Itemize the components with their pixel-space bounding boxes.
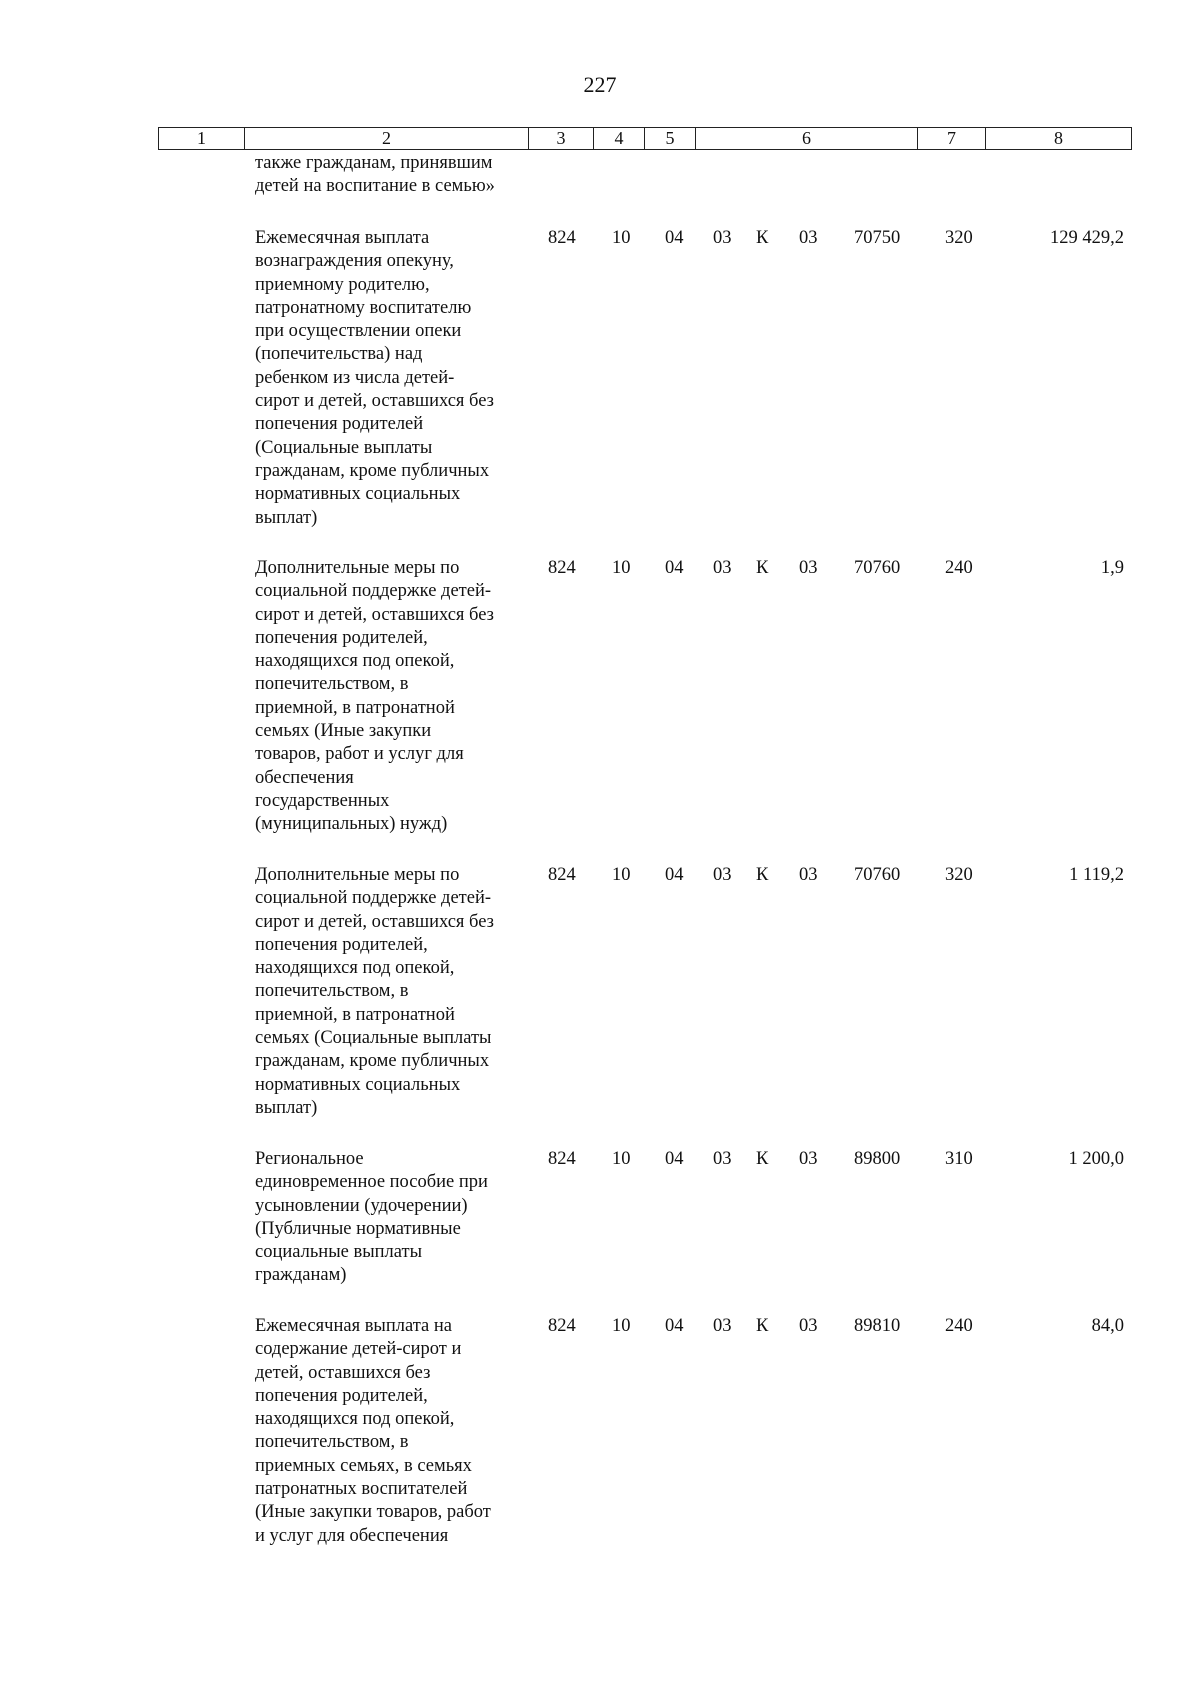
row-col-6-part-4: 70760 <box>854 865 901 885</box>
header-col-5: 5 <box>665 128 675 148</box>
header-col-7: 7 <box>947 128 956 148</box>
header-col-8: 8 <box>1054 128 1063 148</box>
row-col-3: 824 <box>548 1316 576 1336</box>
row-col-5: 04 <box>665 558 684 578</box>
row-col-4: 10 <box>612 228 631 248</box>
row-col-6-part-1: 03 <box>713 1316 732 1336</box>
row-col-6-part-1: 03 <box>713 1149 732 1169</box>
row-col-6-part-2: К <box>756 558 769 578</box>
row-col-3: 824 <box>548 865 576 885</box>
row-col-8: 84,0 <box>1091 1316 1124 1336</box>
row-col-6-part-4: 89800 <box>854 1149 901 1169</box>
row-col-4: 10 <box>612 1149 631 1169</box>
row-col-6-part-4: 89810 <box>854 1316 901 1336</box>
row-description: Дополнительные меры по социальной поддержке детей- сирот и детей, оставшихся без попечения родителей, находящихся под опекой, попечительством, в приемной, в патронатной семьях (Иные закупки товаров, работ и услуг для обеспечения государственных (муниципальных) нужд) <box>255 558 494 835</box>
row-description: Ежемесячная выплата вознаграждения опекуну, приемному родителю, патронатному воспитателю при осуществлении опеки (попечительства) над ребенком из числа детей- сирот и детей, оставшихся без попечения родителей (Социальные выплаты гражданам, кроме публичных нормативных социальных выплат) <box>255 228 494 528</box>
row-col-6-part-1: 03 <box>713 558 732 578</box>
row-col-3: 824 <box>548 228 576 248</box>
row-col-4: 10 <box>612 558 631 578</box>
row-col-6-part-1: 03 <box>713 865 732 885</box>
row-col-6-part-3: 03 <box>799 1316 818 1336</box>
table-header <box>158 127 1132 150</box>
row-col-4: 10 <box>612 1316 631 1336</box>
page-number: 227 <box>583 72 617 97</box>
row-col-6-part-3: 03 <box>799 228 818 248</box>
row-col-6-part-4: 70760 <box>854 558 901 578</box>
row-col-7: 240 <box>945 558 973 578</box>
row-col-3: 824 <box>548 558 576 578</box>
row-col-4: 10 <box>612 865 631 885</box>
header-col-2: 2 <box>382 128 391 148</box>
row-col-5: 04 <box>665 1316 684 1336</box>
row-col-8: 1 200,0 <box>1068 1149 1124 1169</box>
row-description: Региональное единовременное пособие при усыновлении (удочерении) (Публичные нормативные социальные выплаты гражданам) <box>255 1149 488 1286</box>
row-col-8: 129 429,2 <box>1050 228 1124 248</box>
row-col-7: 320 <box>945 228 973 248</box>
row-col-8: 1 119,2 <box>1069 865 1124 885</box>
row-col-7: 310 <box>945 1149 973 1169</box>
row-col-6-part-1: 03 <box>713 228 732 248</box>
continuation-text: также гражданам, принявшим детей на воспитание в семью» <box>255 153 495 197</box>
header-col-4: 4 <box>614 128 624 148</box>
row-col-5: 04 <box>665 1149 684 1169</box>
row-col-6-part-2: К <box>756 865 769 885</box>
row-col-6-part-3: 03 <box>799 1149 818 1169</box>
row-col-5: 04 <box>665 228 684 248</box>
row-col-3: 824 <box>548 1149 576 1169</box>
row-col-6-part-4: 70750 <box>854 228 901 248</box>
row-col-6-part-3: 03 <box>799 865 818 885</box>
header-col-3: 3 <box>556 128 566 148</box>
row-description: Дополнительные меры по социальной поддержке детей- сирот и детей, оставшихся без попечения родителей, находящихся под опекой, попечительством, в приемной, в патронатной семьях (Социальные выплаты гражданам, кроме публичных нормативных социальных выплат) <box>255 865 494 1118</box>
row-col-6-part-2: К <box>756 1316 769 1336</box>
row-description: Ежемесячная выплата на содержание детей-сирот и детей, оставшихся без попечения родителей, находящихся под опекой, попечительством, в приемных семьях, в семьях патронатных воспитателей (Иные закупки товаров, работ и услуг для обеспечения <box>255 1316 491 1546</box>
row-col-6-part-3: 03 <box>799 558 818 578</box>
row-col-5: 04 <box>665 865 684 885</box>
row-col-6-part-2: К <box>756 228 769 248</box>
row-col-7: 320 <box>945 865 973 885</box>
row-col-6-part-2: К <box>756 1149 769 1169</box>
row-col-8: 1,9 <box>1100 558 1124 578</box>
header-col-1: 1 <box>197 128 206 148</box>
header-col-6: 6 <box>802 128 811 148</box>
row-col-7: 240 <box>945 1316 973 1336</box>
